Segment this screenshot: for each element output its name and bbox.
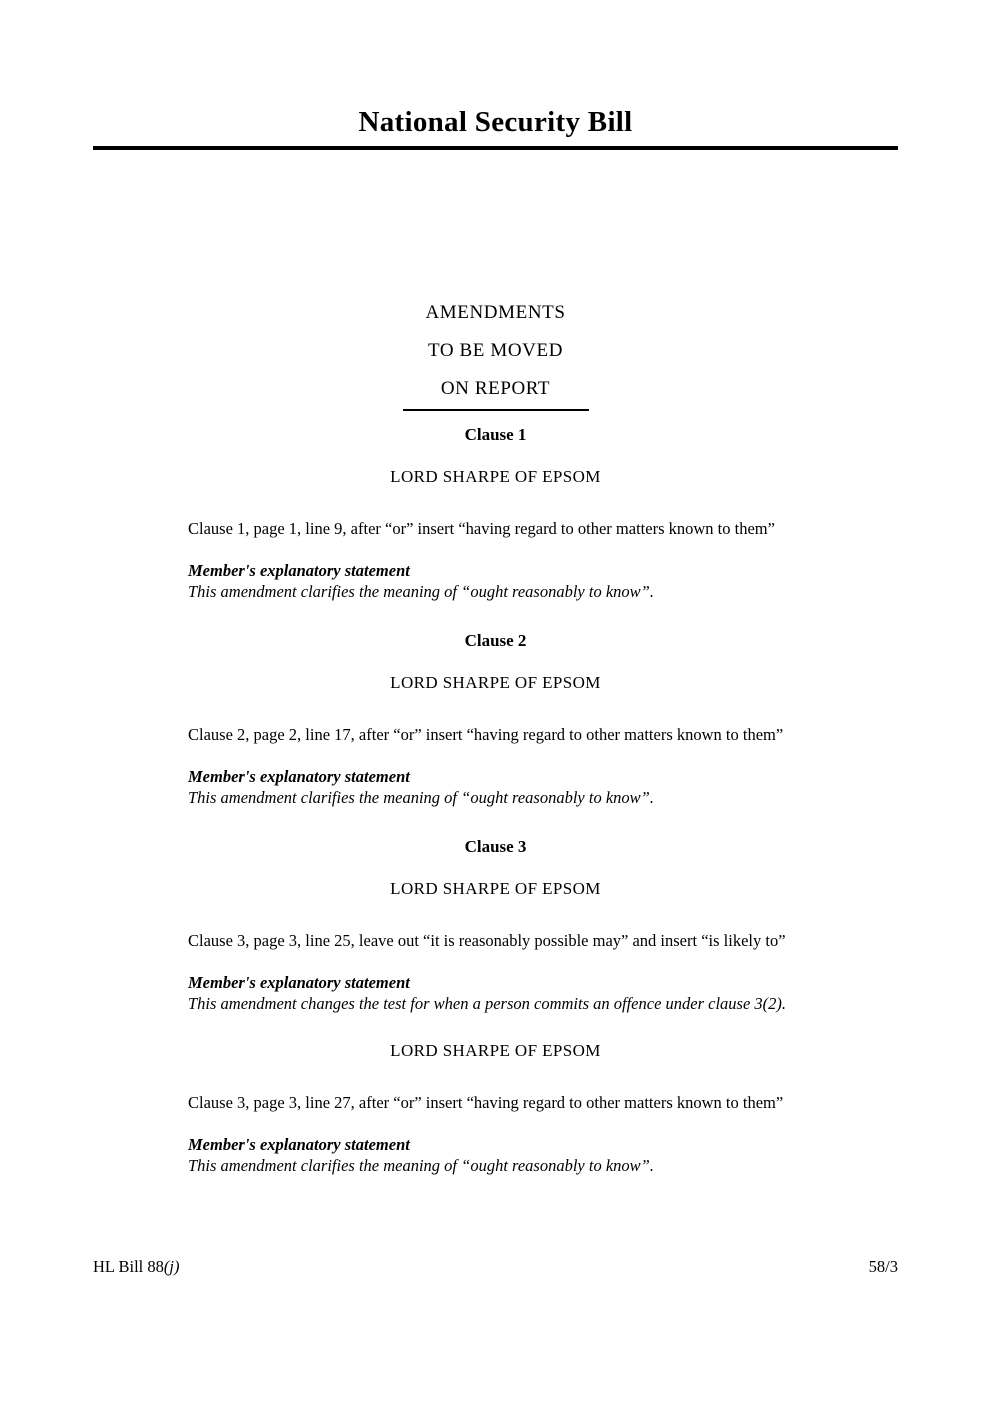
footer-bill-number: HL Bill 88(j) [93,1257,180,1276]
explanatory-statement-label: Member's explanatory statement [188,561,410,580]
clause-3-explanatory-2 [188,1134,898,1176]
clause-3-sponsor-1: LORD SHARPE OF EPSOM [390,879,601,898]
clause-3-amendment-2-text: Clause 3, page 3, line 27, after “or” insert “having regard to other matters known to them” [188,1093,784,1112]
heading-underline-rule [403,409,589,411]
heading-line-amendments: AMENDMENTS [425,302,566,323]
clause-3-amendment-1-text: Clause 3, page 3, line 25, leave out “it is reasonably possible may” and insert “is likely to” [188,931,786,950]
explanatory-statement-label: Member's explanatory statement [188,973,410,992]
clause-3-heading: Clause 3 [464,837,527,856]
clause-1-amendment-text: Clause 1, page 1, line 9, after “or” insert “having regard to other matters known to them” [188,519,775,538]
footer-page-ref: 58/3 [868,1257,898,1276]
clause-1-section [93,424,898,602]
clause-3-explanatory-1 [188,972,898,1014]
clause-3-sponsor-2: LORD SHARPE OF EPSOM [390,1041,601,1060]
clause-2-sponsor: LORD SHARPE OF EPSOM [390,673,601,692]
explanatory-statement-note: This amendment changes the test for when a person commits an offence under clause 3(2). [188,994,787,1013]
clause-1-sponsor: LORD SHARPE OF EPSOM [390,467,601,486]
explanatory-statement-label: Member's explanatory statement [188,767,410,786]
clause-2-heading: Clause 2 [464,631,527,650]
heading-line-to-be-moved: TO BE MOVED [427,340,564,361]
heading-line-on-report: ON REPORT [440,378,551,399]
explanatory-statement-note: This amendment clarifies the meaning of “ought reasonably to know”. [188,788,654,807]
clause-2-explanatory [188,766,898,808]
explanatory-statement-note: This amendment clarifies the meaning of “ought reasonably to know”. [188,582,654,601]
clause-2-amendment-text: Clause 2, page 2, line 17, after “or” insert “having regard to other matters known to them” [188,725,784,744]
title-double-rule [93,146,898,150]
amendments-heading [93,294,898,408]
explanatory-statement-label: Member's explanatory statement [188,1135,410,1154]
explanatory-statement-note: This amendment clarifies the meaning of “ought reasonably to know”. [188,1156,654,1175]
clause-2-section [93,630,898,808]
page-title: National Security Bill [358,106,633,138]
clause-1-explanatory [188,560,898,602]
page-footer [93,1256,898,1277]
clause-3-section [93,836,898,1176]
clause-1-heading: Clause 1 [464,425,527,444]
